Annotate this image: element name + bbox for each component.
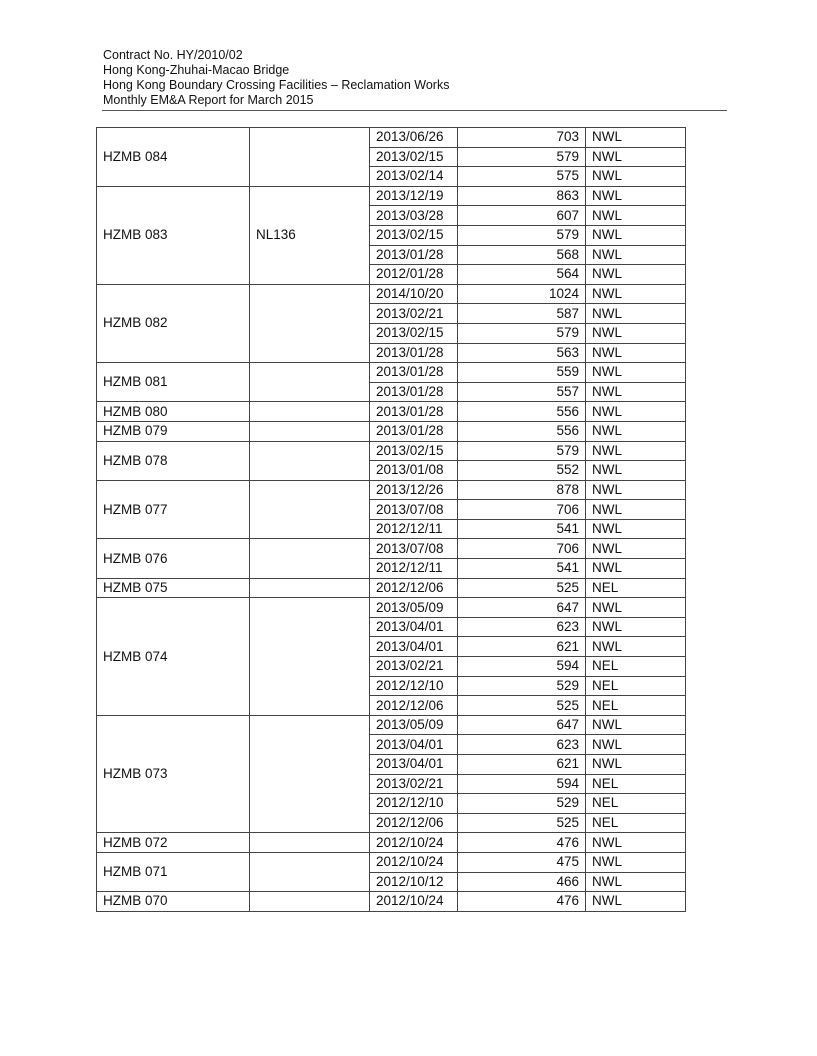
date-cell: 2013/05/09 <box>370 715 458 735</box>
nl-cell <box>250 480 370 539</box>
ref-cell: NWL <box>586 147 686 167</box>
ref-cell: NEL <box>586 774 686 794</box>
works-title: Hong Kong Boundary Crossing Facilities – Reclamation Works <box>103 78 450 92</box>
value-cell: 476 <box>458 892 586 912</box>
nl-cell <box>250 892 370 912</box>
value-cell: 579 <box>458 441 586 461</box>
ref-cell: NEL <box>586 813 686 833</box>
table-row <box>97 892 686 912</box>
value-cell: 579 <box>458 147 586 167</box>
nl-cell <box>250 363 370 402</box>
ref-cell: NWL <box>586 265 686 285</box>
table-row <box>97 833 686 853</box>
table-row <box>97 852 686 872</box>
date-cell: 2013/02/21 <box>370 774 458 794</box>
date-cell: 2012/12/11 <box>370 519 458 539</box>
value-cell: 564 <box>458 265 586 285</box>
date-cell: 2013/02/15 <box>370 225 458 245</box>
data-table <box>96 127 686 912</box>
value-cell: 557 <box>458 382 586 402</box>
document-header <box>103 48 449 108</box>
date-cell: 2012/10/24 <box>370 892 458 912</box>
date-cell: 2013/04/01 <box>370 637 458 657</box>
table-row <box>97 186 686 206</box>
ref-cell: NWL <box>586 128 686 148</box>
date-cell: 2013/01/28 <box>370 245 458 265</box>
date-cell: 2013/06/26 <box>370 128 458 148</box>
date-cell: 2013/04/01 <box>370 735 458 755</box>
date-cell: 2013/12/26 <box>370 480 458 500</box>
ref-cell: NWL <box>586 461 686 481</box>
value-cell: 623 <box>458 617 586 637</box>
ref-cell: NWL <box>586 637 686 657</box>
ref-cell: NEL <box>586 794 686 814</box>
date-cell: 2012/12/10 <box>370 794 458 814</box>
value-cell: 529 <box>458 676 586 696</box>
date-cell: 2013/01/08 <box>370 461 458 481</box>
ref-cell: NEL <box>586 676 686 696</box>
value-cell: 706 <box>458 539 586 559</box>
date-cell: 2013/02/15 <box>370 323 458 343</box>
value-cell: 1024 <box>458 284 586 304</box>
date-cell: 2013/01/28 <box>370 402 458 422</box>
value-cell: 878 <box>458 480 586 500</box>
station-id-cell: HZMB 079 <box>97 421 250 441</box>
date-cell: 2013/07/08 <box>370 539 458 559</box>
date-cell: 2012/10/24 <box>370 833 458 853</box>
value-cell: 647 <box>458 715 586 735</box>
station-id-cell: HZMB 078 <box>97 441 250 480</box>
table-row <box>97 128 686 148</box>
ref-cell: NWL <box>586 382 686 402</box>
date-cell: 2013/05/09 <box>370 598 458 618</box>
station-id-cell: HZMB 072 <box>97 833 250 853</box>
ref-cell: NWL <box>586 363 686 383</box>
nl-cell <box>250 421 370 441</box>
ref-cell: NWL <box>586 480 686 500</box>
date-cell: 2013/12/19 <box>370 186 458 206</box>
ref-cell: NWL <box>586 735 686 755</box>
value-cell: 703 <box>458 128 586 148</box>
value-cell: 575 <box>458 167 586 187</box>
ref-cell: NWL <box>586 852 686 872</box>
ref-cell: NWL <box>586 715 686 735</box>
date-cell: 2013/01/28 <box>370 421 458 441</box>
ref-cell: NEL <box>586 657 686 677</box>
ref-cell: NWL <box>586 402 686 422</box>
ref-cell: NWL <box>586 167 686 187</box>
value-cell: 556 <box>458 421 586 441</box>
ref-cell: NWL <box>586 323 686 343</box>
station-id-cell: HZMB 082 <box>97 284 250 362</box>
date-cell: 2013/04/01 <box>370 617 458 637</box>
nl-cell <box>250 402 370 422</box>
value-cell: 559 <box>458 363 586 383</box>
ref-cell: NWL <box>586 304 686 324</box>
date-cell: 2013/02/15 <box>370 441 458 461</box>
date-cell: 2013/01/28 <box>370 382 458 402</box>
station-id-cell: HZMB 080 <box>97 402 250 422</box>
value-cell: 475 <box>458 852 586 872</box>
ref-cell: NWL <box>586 833 686 853</box>
value-cell: 621 <box>458 637 586 657</box>
table-row <box>97 363 686 383</box>
ref-cell: NWL <box>586 284 686 304</box>
value-cell: 621 <box>458 755 586 775</box>
nl-cell <box>250 539 370 578</box>
nl-cell <box>250 441 370 480</box>
ref-cell: NWL <box>586 441 686 461</box>
data-table-body <box>97 128 686 912</box>
value-cell: 579 <box>458 323 586 343</box>
date-cell: 2013/07/08 <box>370 500 458 520</box>
station-id-cell: HZMB 073 <box>97 715 250 833</box>
nl-cell: NL136 <box>250 186 370 284</box>
date-cell: 2012/12/10 <box>370 676 458 696</box>
value-cell: 563 <box>458 343 586 363</box>
value-cell: 541 <box>458 559 586 579</box>
value-cell: 552 <box>458 461 586 481</box>
contract-number: Contract No. HY/2010/02 <box>103 48 243 62</box>
date-cell: 2013/01/28 <box>370 363 458 383</box>
nl-cell <box>250 852 370 891</box>
table-row <box>97 578 686 598</box>
nl-cell <box>250 715 370 833</box>
table-row <box>97 480 686 500</box>
date-cell: 2013/01/28 <box>370 343 458 363</box>
date-cell: 2013/02/21 <box>370 304 458 324</box>
date-cell: 2012/10/24 <box>370 852 458 872</box>
value-cell: 568 <box>458 245 586 265</box>
value-cell: 587 <box>458 304 586 324</box>
value-cell: 525 <box>458 813 586 833</box>
station-id-cell: HZMB 074 <box>97 598 250 716</box>
date-cell: 2013/02/15 <box>370 147 458 167</box>
date-cell: 2012/01/28 <box>370 265 458 285</box>
report-title: Monthly EM&A Report for March 2015 <box>103 93 314 107</box>
value-cell: 594 <box>458 774 586 794</box>
ref-cell: NWL <box>586 500 686 520</box>
nl-cell <box>250 284 370 362</box>
date-cell: 2013/02/14 <box>370 167 458 187</box>
table-row <box>97 539 686 559</box>
value-cell: 607 <box>458 206 586 226</box>
value-cell: 579 <box>458 225 586 245</box>
ref-cell: NWL <box>586 519 686 539</box>
ref-cell: NWL <box>586 343 686 363</box>
table-row <box>97 598 686 618</box>
value-cell: 706 <box>458 500 586 520</box>
date-cell: 2012/12/06 <box>370 578 458 598</box>
nl-cell <box>250 833 370 853</box>
nl-cell <box>250 578 370 598</box>
ref-cell: NWL <box>586 245 686 265</box>
ref-cell: NEL <box>586 578 686 598</box>
value-cell: 466 <box>458 872 586 892</box>
ref-cell: NWL <box>586 559 686 579</box>
value-cell: 476 <box>458 833 586 853</box>
station-id-cell: HZMB 075 <box>97 578 250 598</box>
date-cell: 2012/12/11 <box>370 559 458 579</box>
ref-cell: NWL <box>586 872 686 892</box>
ref-cell: NWL <box>586 225 686 245</box>
date-cell: 2012/12/06 <box>370 696 458 716</box>
ref-cell: NWL <box>586 186 686 206</box>
value-cell: 541 <box>458 519 586 539</box>
table-row <box>97 402 686 422</box>
ref-cell: NWL <box>586 892 686 912</box>
project-name: Hong Kong-Zhuhai-Macao Bridge <box>103 63 290 77</box>
date-cell: 2013/04/01 <box>370 755 458 775</box>
station-id-cell: HZMB 076 <box>97 539 250 578</box>
station-id-cell: HZMB 070 <box>97 892 250 912</box>
date-cell: 2013/02/21 <box>370 657 458 677</box>
value-cell: 556 <box>458 402 586 422</box>
nl-cell <box>250 598 370 716</box>
ref-cell: NWL <box>586 617 686 637</box>
ref-cell: NWL <box>586 755 686 775</box>
ref-cell: NWL <box>586 421 686 441</box>
header-divider <box>102 110 727 111</box>
station-id-cell: HZMB 083 <box>97 186 250 284</box>
table-row <box>97 284 686 304</box>
station-id-cell: HZMB 084 <box>97 128 250 187</box>
value-cell: 623 <box>458 735 586 755</box>
date-cell: 2014/10/20 <box>370 284 458 304</box>
date-cell: 2012/10/12 <box>370 872 458 892</box>
value-cell: 525 <box>458 696 586 716</box>
ref-cell: NWL <box>586 539 686 559</box>
nl-cell <box>250 128 370 187</box>
station-id-cell: HZMB 071 <box>97 852 250 891</box>
value-cell: 863 <box>458 186 586 206</box>
value-cell: 525 <box>458 578 586 598</box>
table-row <box>97 715 686 735</box>
station-id-cell: HZMB 077 <box>97 480 250 539</box>
table-row <box>97 441 686 461</box>
table-row <box>97 421 686 441</box>
value-cell: 647 <box>458 598 586 618</box>
ref-cell: NEL <box>586 696 686 716</box>
value-cell: 594 <box>458 657 586 677</box>
value-cell: 529 <box>458 794 586 814</box>
ref-cell: NWL <box>586 206 686 226</box>
ref-cell: NWL <box>586 598 686 618</box>
date-cell: 2013/03/28 <box>370 206 458 226</box>
station-id-cell: HZMB 081 <box>97 363 250 402</box>
date-cell: 2012/12/06 <box>370 813 458 833</box>
